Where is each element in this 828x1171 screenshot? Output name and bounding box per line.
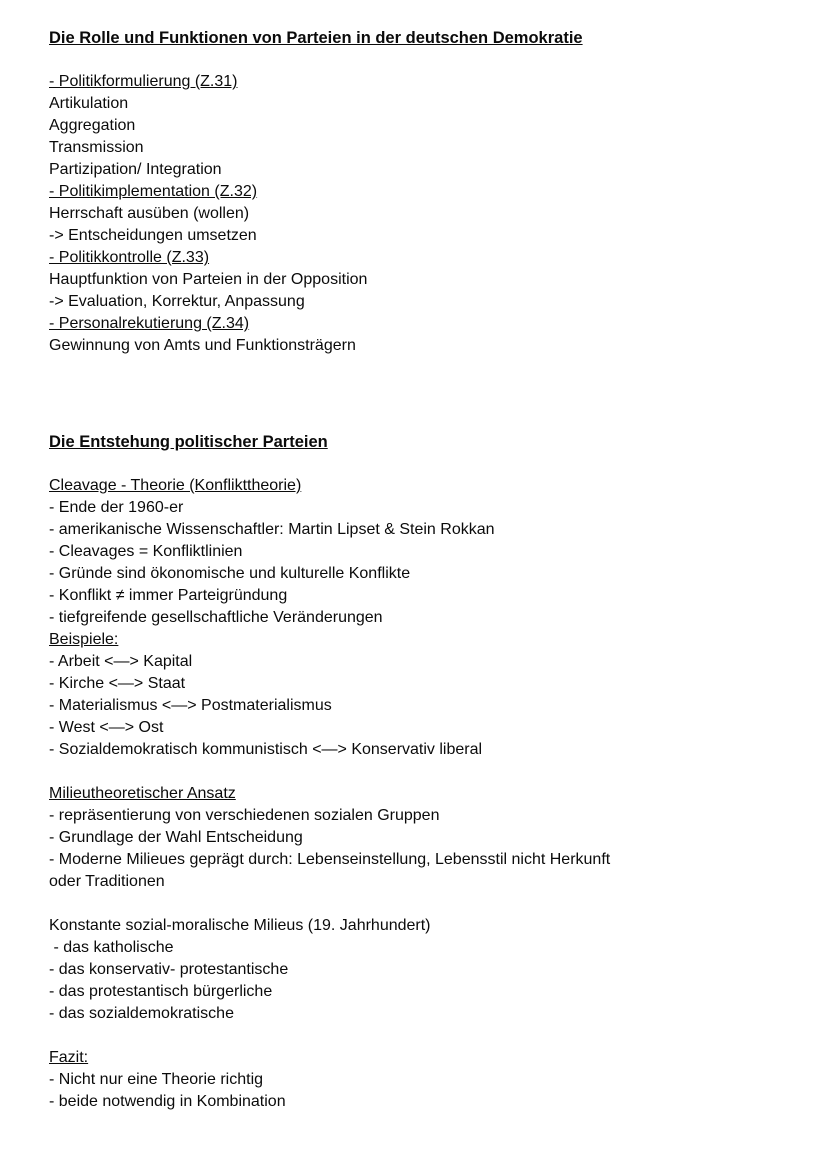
note-subheading: Cleavage - Theorie (Konflikttheorie) <box>49 477 302 494</box>
blank-line <box>49 1025 768 1047</box>
blank-line <box>49 893 768 915</box>
note-line: - West <—> Ost <box>49 719 164 736</box>
note-line: Aggregation <box>49 117 136 134</box>
note-line: - Ende der 1960-er <box>49 499 184 516</box>
note-line: - Materialismus <—> Postmaterialismus <box>49 697 332 714</box>
note-subheading: - Politikimplementation (Z.32) <box>49 183 258 200</box>
note-line: - Cleavages = Konfliktlinien <box>49 543 243 560</box>
note-line: - das katholische <box>49 939 174 956</box>
note-line: - das konservativ- protestantische <box>49 961 289 978</box>
note-line: - Konflikt ≠ immer Parteigründung <box>49 587 288 604</box>
note-line: Artikulation <box>49 95 129 112</box>
note-line: - Arbeit <—> Kapital <box>49 653 193 670</box>
section-gap <box>49 357 768 431</box>
note-line: -> Entscheidungen umsetzen <box>49 227 257 244</box>
note-subheading: Fazit: <box>49 1049 89 1066</box>
note-line: Herrschaft ausüben (wollen) <box>49 205 250 222</box>
note-line: - das sozialdemokratische <box>49 1005 234 1022</box>
note-line: Gewinnung von Amts und Funktionsträgern <box>49 337 356 354</box>
note-line: oder Traditionen <box>49 873 165 890</box>
note-line: Konstante sozial-moralische Milieus (19. Jahrhundert) <box>49 917 431 934</box>
note-subheading: - Politikformulierung (Z.31) <box>49 73 238 90</box>
section2-title: Die Entstehung politischer Parteien <box>49 433 328 451</box>
note-line: - Moderne Milieues geprägt durch: Lebenseinstellung, Lebensstil nicht Herkunft <box>49 851 611 868</box>
note-line: - repräsentierung von verschiedenen sozialen Gruppen <box>49 807 440 824</box>
note-line: - Grundlage der Wahl Entscheidung <box>49 829 303 846</box>
note-line: - Nicht nur eine Theorie richtig <box>49 1071 264 1088</box>
note-line: - Kirche <—> Staat <box>49 675 186 692</box>
note-line: Hauptfunktion von Parteien in der Opposition <box>49 271 368 288</box>
note-line: Partizipation/ Integration <box>49 161 222 178</box>
note-line: - das protestantisch bürgerliche <box>49 983 273 1000</box>
note-line: Transmission <box>49 139 144 156</box>
blank-line <box>49 761 768 783</box>
note-line: - amerikanische Wissenschaftler: Martin Lipset & Stein Rokkan <box>49 521 495 538</box>
note-subheading: - Personalrekutierung (Z.34) <box>49 315 250 332</box>
note-line: -> Evaluation, Korrektur, Anpassung <box>49 293 305 310</box>
note-line: - Gründe sind ökonomische und kulturelle Konflikte <box>49 565 411 582</box>
blank-line <box>49 453 768 475</box>
blank-line <box>49 49 768 71</box>
note-line: - Sozialdemokratisch kommunistisch <—> Konservativ liberal <box>49 741 483 758</box>
note-subheading: Milieutheoretischer Ansatz <box>49 785 236 802</box>
note-line: - tiefgreifende gesellschaftliche Veränderungen <box>49 609 383 626</box>
note-line: - beide notwendig in Kombination <box>49 1093 286 1110</box>
section1-title: Die Rolle und Funktionen von Parteien in der deutschen Demokratie <box>49 29 583 47</box>
note-subheading: - Politikkontrolle (Z.33) <box>49 249 210 266</box>
note-subheading: Beispiele: <box>49 631 119 648</box>
